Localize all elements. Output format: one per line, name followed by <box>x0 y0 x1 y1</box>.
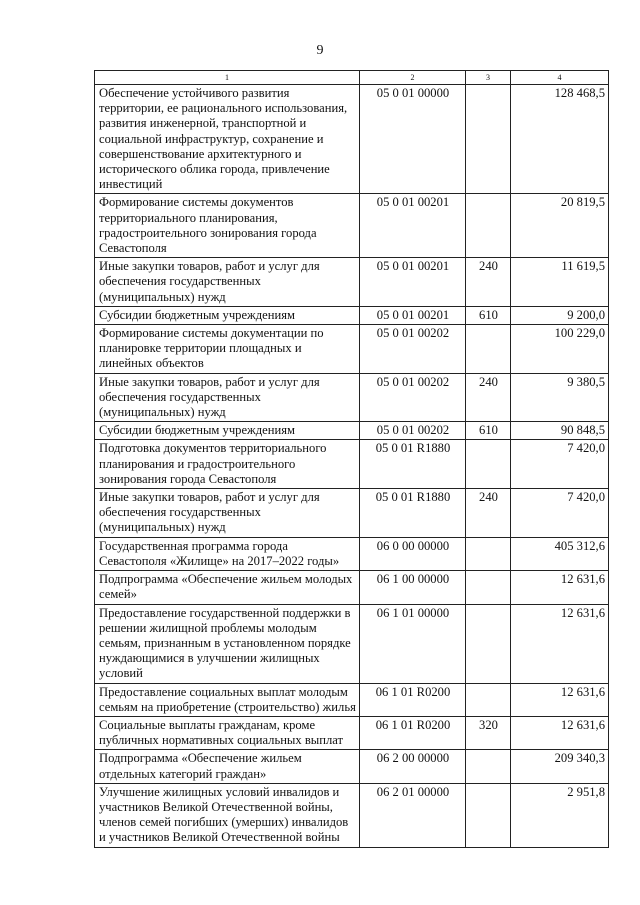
table-row <box>95 422 609 440</box>
cell-expense-type: 320 <box>466 716 511 749</box>
table-row <box>95 571 609 604</box>
table-row <box>95 716 609 749</box>
table-row <box>95 537 609 570</box>
cell-code: 05 0 01 R1880 <box>360 489 466 538</box>
table-row <box>95 194 609 258</box>
page-number: 9 <box>316 43 324 58</box>
cell-code: 05 0 01 R1880 <box>360 440 466 489</box>
cell-name: Формирование системы документов территориального планирования, градостроительного зонирования города Севастополя <box>95 194 360 258</box>
cell-amount: 209 340,3 <box>511 750 609 783</box>
cell-code: 05 0 01 00201 <box>360 258 466 307</box>
cell-amount: 128 468,5 <box>511 85 609 194</box>
cell-code: 06 2 00 00000 <box>360 750 466 783</box>
cell-expense-type <box>466 440 511 489</box>
cell-code: 06 1 01 00000 <box>360 604 466 683</box>
cell-expense-type <box>466 783 511 847</box>
cell-name: Подготовка документов территориального планирования и градостроительного зонирования города Севастополя <box>95 440 360 489</box>
cell-amount: 9 200,0 <box>511 306 609 324</box>
table-row <box>95 604 609 683</box>
cell-expense-type: 610 <box>466 306 511 324</box>
cell-expense-type <box>466 85 511 194</box>
table-row <box>95 783 609 847</box>
cell-name: Предоставление государственной поддержки в решении жилищной проблемы молодым семьям, признанным в установленном порядке нуждающимися в улучшении жилищных условий <box>95 604 360 683</box>
cell-expense-type: 240 <box>466 373 511 422</box>
table-row <box>95 258 609 307</box>
cell-amount: 12 631,6 <box>511 716 609 749</box>
cell-expense-type <box>466 537 511 570</box>
cell-amount: 20 819,5 <box>511 194 609 258</box>
cell-name: Подпрограмма «Обеспечение жильем отдельных категорий граждан» <box>95 750 360 783</box>
cell-amount: 12 631,6 <box>511 571 609 604</box>
table-row <box>95 306 609 324</box>
cell-amount: 12 631,6 <box>511 604 609 683</box>
header-cell-code: 2 <box>360 71 466 85</box>
cell-code: 06 2 01 00000 <box>360 783 466 847</box>
cell-amount: 405 312,6 <box>511 537 609 570</box>
cell-code: 05 0 01 00201 <box>360 194 466 258</box>
cell-amount: 90 848,5 <box>511 422 609 440</box>
cell-name: Предоставление социальных выплат молодым семьям на приобретение (строительство) жилья <box>95 683 360 716</box>
cell-amount: 11 619,5 <box>511 258 609 307</box>
header-row <box>95 71 609 85</box>
table-row <box>95 489 609 538</box>
table-row <box>95 683 609 716</box>
cell-code: 06 1 01 R0200 <box>360 683 466 716</box>
cell-code: 05 0 01 00202 <box>360 373 466 422</box>
cell-expense-type <box>466 325 511 374</box>
cell-name: Иные закупки товаров, работ и услуг для обеспечения государственных (муниципальных) нужд <box>95 489 360 538</box>
cell-expense-type <box>466 604 511 683</box>
cell-name: Субсидии бюджетным учреждениям <box>95 306 360 324</box>
cell-amount: 2 951,8 <box>511 783 609 847</box>
cell-name: Обеспечение устойчивого развития территории, ее рационального использования, развития инженерной, транспортной и социальной инфраструктур, сохранение и совершенствование архитектурного и исторического облика города, привлечение инвестиций <box>95 85 360 194</box>
header-cell-type: 3 <box>466 71 511 85</box>
cell-name: Формирование системы документации по планировке территории площадных и линейных объектов <box>95 325 360 374</box>
cell-amount: 7 420,0 <box>511 489 609 538</box>
cell-code: 05 0 01 00201 <box>360 306 466 324</box>
cell-code: 05 0 01 00202 <box>360 325 466 374</box>
cell-code: 06 1 01 R0200 <box>360 716 466 749</box>
cell-expense-type <box>466 683 511 716</box>
cell-name: Субсидии бюджетным учреждениям <box>95 422 360 440</box>
cell-expense-type <box>466 750 511 783</box>
table-row <box>95 85 609 194</box>
cell-name: Иные закупки товаров, работ и услуг для обеспечения государственных (муниципальных) нужд <box>95 373 360 422</box>
cell-expense-type <box>466 571 511 604</box>
cell-name: Социальные выплаты гражданам, кроме публичных нормативных социальных выплат <box>95 716 360 749</box>
cell-amount: 12 631,6 <box>511 683 609 716</box>
cell-expense-type: 610 <box>466 422 511 440</box>
cell-code: 05 0 01 00202 <box>360 422 466 440</box>
cell-name: Подпрограмма «Обеспечение жильем молодых семей» <box>95 571 360 604</box>
cell-code: 06 0 00 00000 <box>360 537 466 570</box>
cell-name: Государственная программа города Севастополя «Жилище» на 2017–2022 годы» <box>95 537 360 570</box>
cell-name: Иные закупки товаров, работ и услуг для обеспечения государственных (муниципальных) нужд <box>95 258 360 307</box>
header-cell-sum: 4 <box>511 71 609 85</box>
cell-expense-type: 240 <box>466 258 511 307</box>
cell-expense-type <box>466 194 511 258</box>
cell-code: 05 0 01 00000 <box>360 85 466 194</box>
cell-amount: 9 380,5 <box>511 373 609 422</box>
cell-expense-type: 240 <box>466 489 511 538</box>
cell-amount: 100 229,0 <box>511 325 609 374</box>
cell-code: 06 1 00 00000 <box>360 571 466 604</box>
budget-table <box>94 70 609 848</box>
table-row <box>95 325 609 374</box>
table-row <box>95 373 609 422</box>
cell-amount: 7 420,0 <box>511 440 609 489</box>
header-cell-name: 1 <box>95 71 360 85</box>
table-row <box>95 750 609 783</box>
table-row <box>95 440 609 489</box>
cell-name: Улучшение жилищных условий инвалидов и участников Великой Отечественной войны, членов семей погибших (умерших) инвалидов и участников Великой Отечественной войны <box>95 783 360 847</box>
